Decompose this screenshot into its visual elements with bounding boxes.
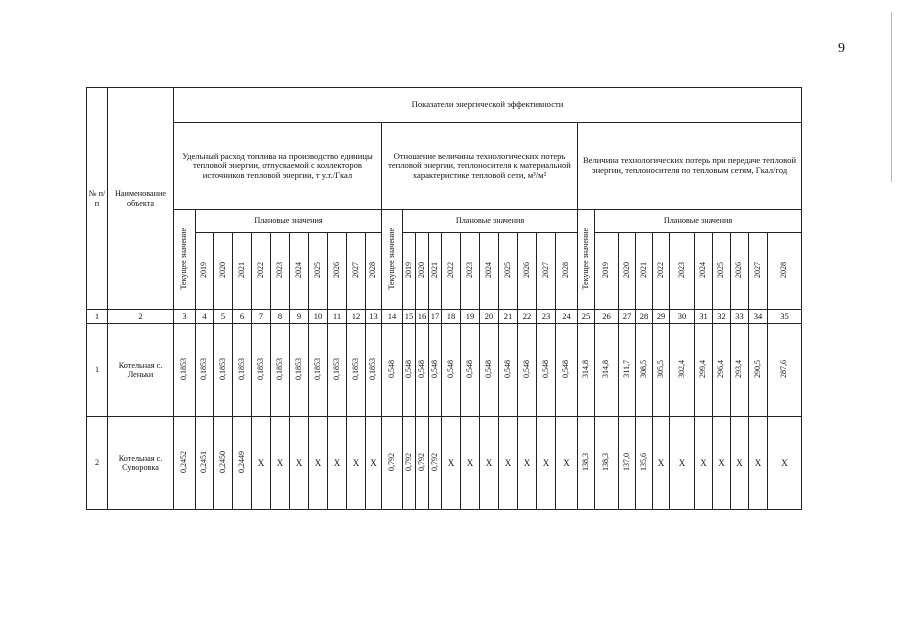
value-text: 287,6 [779,359,789,378]
year-cell: 2021 [233,233,252,310]
value-cell: Х [537,417,556,510]
value-text: 0,548 [464,359,474,378]
value-cell [595,324,619,417]
column-number-cell: 1 [87,310,108,324]
year-cell: 2020 [619,233,636,310]
value-text: 0,2449 [236,450,246,473]
header-group3: Величина технологических потерь при передаче тепловой энергии, теплоносителя по тепловым сетям, Гкал/год [578,123,802,210]
value-cell: Х [713,417,731,510]
column-number-cell: 27 [619,310,636,324]
value-text: 0,548 [483,359,493,378]
year-cell: 2022 [442,233,461,310]
header-name: Наименование объекта [108,88,174,310]
header-current-1: Текущее значение [174,210,196,310]
column-number-cell: 31 [695,310,713,324]
value-cell [429,324,442,417]
year-cell: 2020 [214,233,233,310]
value-cell [174,324,196,417]
header-main: Показатели энергической эффективности [174,88,802,123]
value-cell [731,324,749,417]
value-cell [309,324,328,417]
value-text: 0,1853 [179,357,189,380]
column-number-cell: 4 [196,310,214,324]
value-text: 137,0 [621,452,631,471]
year-cell: 2027 [749,233,768,310]
page-number: 9 [838,41,845,56]
value-text: 0,1853 [217,357,227,380]
year-cell: 2024 [290,233,309,310]
column-number-cell: 34 [749,310,768,324]
year-cell: 2020 [416,233,429,310]
year-cell: 2022 [653,233,670,310]
value-cell: Х [328,417,347,510]
value-text: 0,548 [540,359,550,378]
value-cell [328,324,347,417]
column-number-cell: 19 [461,310,480,324]
year-cell: 2019 [595,233,619,310]
value-cell: Х [731,417,749,510]
value-text: 0,792 [429,452,439,471]
value-cell [403,417,416,510]
column-number-cell: 9 [290,310,309,324]
header-planned-1: Плановые значения [196,210,382,233]
value-cell [480,324,499,417]
value-text: 138,3 [580,452,590,471]
value-text: 0,2452 [179,450,189,473]
value-text: 0,2450 [217,450,227,473]
value-text: 0,1853 [331,357,341,380]
value-cell [636,417,653,510]
value-cell: Х [670,417,695,510]
value-cell [416,417,429,510]
value-cell [347,324,366,417]
column-number-cell: 12 [347,310,366,324]
value-cell: Х [290,417,309,510]
header-planned-2: Плановые значения [403,210,578,233]
year-cell: 2024 [695,233,713,310]
value-cell: Х [347,417,366,510]
year-cell: 2023 [271,233,290,310]
value-text: 0,548 [386,359,396,378]
value-cell [174,417,196,510]
value-cell: Х [461,417,480,510]
value-text: 299,4 [698,359,708,378]
value-cell: Х [271,417,290,510]
header-group2: Отношение величины технологических потерь тепловой энергии, теплоносителя к материальной характеристике тепловой сети, м³/м² [382,123,578,210]
column-number-cell: 35 [768,310,802,324]
row-number-cell: 2 [87,417,108,510]
header-current-2: Текущее значение [382,210,403,310]
value-cell [416,324,429,417]
table-row [87,417,802,510]
column-number-cell: 15 [403,310,416,324]
column-number-cell: 20 [480,310,499,324]
year-cell: 2021 [636,233,653,310]
column-number-cell: 14 [382,310,403,324]
value-text: 290,5 [752,359,762,378]
header-planned-3: Плановые значения [595,210,802,233]
column-number-cell: 24 [556,310,578,324]
energy-efficiency-table [86,87,802,510]
year-cell: 2025 [309,233,328,310]
value-cell [196,324,214,417]
column-number-cell: 21 [499,310,518,324]
year-cell: 2022 [252,233,271,310]
year-cell: 2028 [556,233,578,310]
year-cell: 2021 [429,233,442,310]
value-cell [636,324,653,417]
header-current-3: Текущее значение [578,210,595,310]
value-cell [214,417,233,510]
row-number-cell: 1 [87,324,108,417]
value-cell: Х [749,417,768,510]
value-text: 0,1853 [236,357,246,380]
value-cell [461,324,480,417]
value-cell [499,324,518,417]
value-text: 0,1853 [368,357,378,380]
value-cell [595,417,619,510]
column-number-cell: 10 [309,310,328,324]
value-text: 308,5 [638,359,648,378]
value-cell [403,324,416,417]
object-name-cell: Котельная с. Суворовка [108,417,174,510]
value-text: 296,4 [716,359,726,378]
value-cell: Х [480,417,499,510]
value-cell [653,324,670,417]
value-text: 0,1853 [199,357,209,380]
value-cell [366,324,382,417]
value-text: 0,1853 [274,357,284,380]
column-number-cell: 25 [578,310,595,324]
value-text: 0,548 [429,359,439,378]
value-cell [578,417,595,510]
value-text: 0,548 [403,359,413,378]
column-number-cell: 7 [252,310,271,324]
value-text: 305,5 [655,359,665,378]
column-number-cell: 6 [233,310,252,324]
column-number-cell: 26 [595,310,619,324]
column-number-cell: 2 [108,310,174,324]
year-cell: 2028 [366,233,382,310]
page-edge-line [891,12,892,182]
value-text: 0,548 [502,359,512,378]
year-cell: 2019 [196,233,214,310]
value-cell [233,324,252,417]
value-cell [768,324,802,417]
value-cell [695,324,713,417]
value-text: 314,8 [580,359,590,378]
year-cell: 2023 [461,233,480,310]
value-cell [556,324,578,417]
value-text: 0,548 [561,359,571,378]
value-cell [382,324,403,417]
value-cell [537,324,556,417]
value-cell [214,324,233,417]
value-text: 0,1853 [255,357,265,380]
value-text: 0,548 [445,359,455,378]
column-number-cell: 23 [537,310,556,324]
table-row [87,324,802,417]
value-text: 311,7 [621,360,631,378]
header-group1: Удельный расход топлива на производство единицы тепловой энергии, отпускаемой с коллекторов источников тепловой энергии, т у.т./Гкал [174,123,382,210]
value-text: 0,792 [416,452,426,471]
value-cell [290,324,309,417]
value-text: 0,792 [386,452,396,471]
value-cell: Х [442,417,461,510]
value-text: 314,8 [601,359,611,378]
value-cell: Х [518,417,537,510]
header-num: № п/п [87,88,108,310]
column-number-cell: 32 [713,310,731,324]
column-numbers-row [87,310,802,324]
value-cell [619,324,636,417]
year-cell: 2023 [670,233,695,310]
value-text: 0,548 [521,359,531,378]
column-number-cell: 18 [442,310,461,324]
value-cell: Х [366,417,382,510]
column-number-cell: 29 [653,310,670,324]
column-number-cell: 5 [214,310,233,324]
value-cell [713,324,731,417]
value-cell [670,324,695,417]
value-cell: Х [768,417,802,510]
year-cell: 2026 [328,233,347,310]
value-cell [196,417,214,510]
value-cell [578,324,595,417]
value-text: 138,3 [601,452,611,471]
year-cell: 2028 [768,233,802,310]
year-cell: 2026 [731,233,749,310]
column-number-cell: 8 [271,310,290,324]
value-text: 135,6 [638,452,648,471]
column-number-cell: 11 [328,310,347,324]
value-text: 0,1853 [293,357,303,380]
year-cell: 2027 [537,233,556,310]
year-cell: 2027 [347,233,366,310]
value-cell: Х [252,417,271,510]
value-text: 293,4 [734,359,744,378]
value-cell [442,324,461,417]
value-cell [619,417,636,510]
year-cell: 2026 [518,233,537,310]
year-cell: 2024 [480,233,499,310]
value-text: 0,2451 [199,450,209,473]
value-cell: Х [309,417,328,510]
year-cell: 2025 [499,233,518,310]
value-cell: Х [556,417,578,510]
column-number-cell: 30 [670,310,695,324]
value-cell [382,417,403,510]
value-cell [252,324,271,417]
column-number-cell: 33 [731,310,749,324]
value-cell [233,417,252,510]
value-cell: Х [499,417,518,510]
column-number-cell: 3 [174,310,196,324]
value-cell: Х [653,417,670,510]
value-text: 0,792 [403,452,413,471]
year-cell: 2025 [713,233,731,310]
value-cell [429,417,442,510]
value-text: 0,548 [416,359,426,378]
value-cell [271,324,290,417]
column-number-cell: 28 [636,310,653,324]
value-text: 302,4 [676,359,686,378]
value-cell [749,324,768,417]
object-name-cell: Котельная с. Леньки [108,324,174,417]
value-cell: Х [695,417,713,510]
column-number-cell: 13 [366,310,382,324]
year-cell: 2019 [403,233,416,310]
value-text: 0,1853 [350,357,360,380]
column-number-cell: 17 [429,310,442,324]
column-number-cell: 16 [416,310,429,324]
column-number-cell: 22 [518,310,537,324]
value-text: 0,1853 [312,357,322,380]
value-cell [518,324,537,417]
